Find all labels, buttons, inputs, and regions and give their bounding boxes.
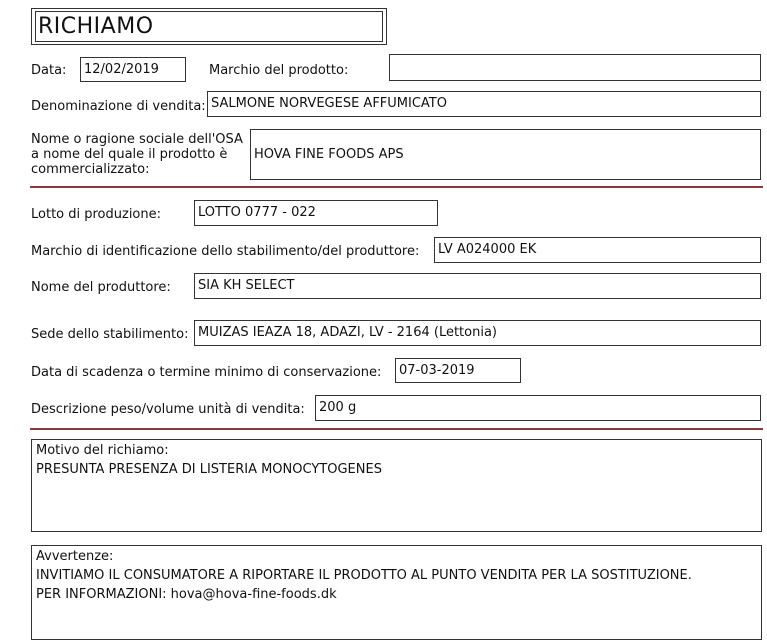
sede-label: Sede dello stabilimento: xyxy=(31,327,189,342)
produttore-label: Nome del produttore: xyxy=(31,280,171,295)
data-field[interactable]: 12/02/2019 xyxy=(80,57,186,82)
motivo-text: PRESUNTA PRESENZA DI LISTERIA MONOCYTOGENES xyxy=(36,462,382,477)
section-divider xyxy=(30,428,763,430)
avvertenze-line-2: PER INFORMAZIONI: hova@hova-fine-foods.dk xyxy=(36,587,337,602)
osa-field[interactable]: HOVA FINE FOODS APS xyxy=(250,129,761,180)
motivo-label: Motivo del richiamo: xyxy=(36,443,169,458)
peso-label: Descrizione peso/volume unità di vendita: xyxy=(31,402,305,417)
title-frame xyxy=(31,8,387,45)
scadenza-field[interactable]: 07-03-2019 xyxy=(395,358,521,383)
avvertenze-line-1: INVITIAMO IL CONSUMATORE A RIPORTARE IL PRODOTTO AL PUNTO VENDITA PER LA SOSTITUZIONE. xyxy=(36,568,692,583)
lotto-field[interactable]: LOTTO 0777 - 022 xyxy=(194,200,438,226)
produttore-field[interactable]: SIA KH SELECT xyxy=(194,273,761,299)
sede-field[interactable]: MUIZAS IEAZA 18, ADAZI, LV - 2164 (Lettonia) xyxy=(194,320,761,346)
page-title: RICHIAMO xyxy=(35,11,383,42)
marchio-id-label: Marchio di identificazione dello stabilimento/del produttore: xyxy=(31,244,420,259)
denominazione-field[interactable]: SALMONE NORVEGESE AFFUMICATO xyxy=(207,91,761,117)
osa-label: Nome o ragione sociale dell'OSA a nome del quale il prodotto è commercializzato: xyxy=(31,132,243,177)
section-divider xyxy=(30,186,763,188)
marchio-id-field[interactable]: LV A024000 EK xyxy=(434,237,761,263)
scadenza-label: Data di scadenza o termine minimo di conservazione: xyxy=(31,365,382,380)
avvertenze-box[interactable] xyxy=(31,545,762,640)
marchio-prodotto-field[interactable] xyxy=(389,54,761,81)
marchio-prodotto-label: Marchio del prodotto: xyxy=(209,63,349,78)
peso-field[interactable]: 200 g xyxy=(315,395,761,421)
lotto-label: Lotto di produzione: xyxy=(31,207,162,222)
denominazione-label: Denominazione di vendita: xyxy=(31,99,206,114)
data-label: Data: xyxy=(31,63,67,78)
avvertenze-label: Avvertenze: xyxy=(36,549,114,564)
motivo-box[interactable] xyxy=(31,439,762,532)
